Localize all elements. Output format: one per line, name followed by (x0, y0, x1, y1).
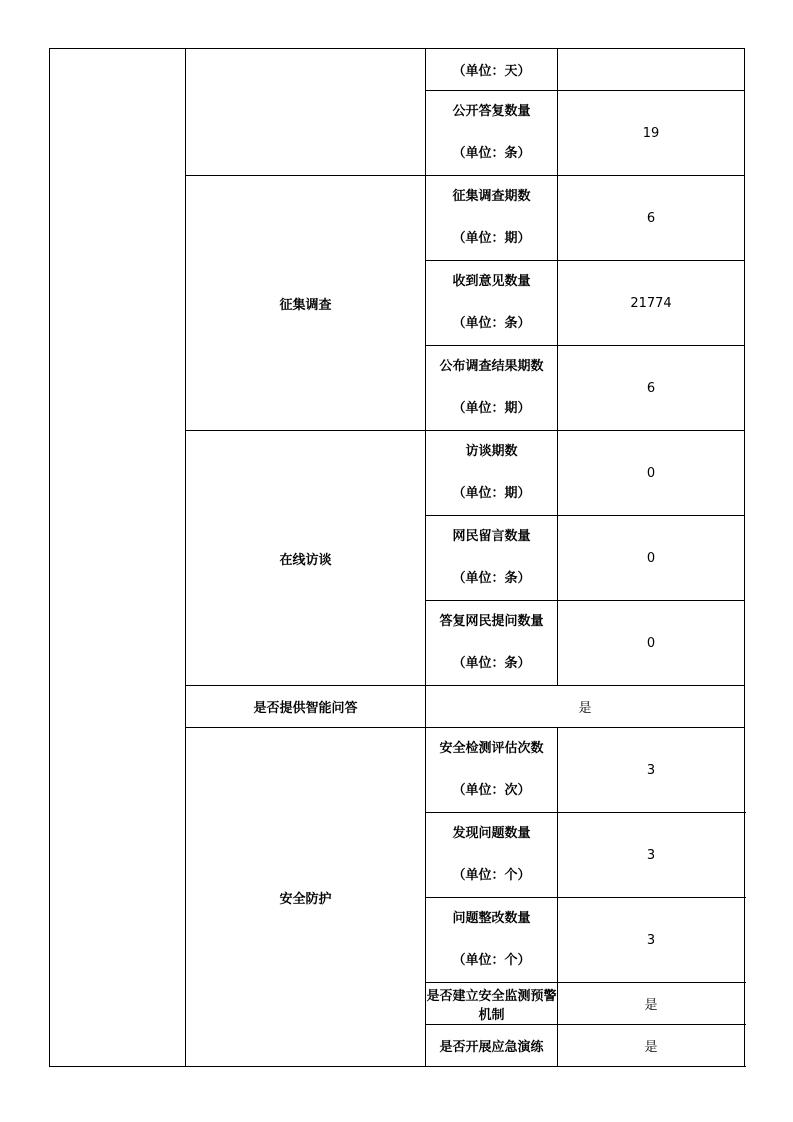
metric-value: 6 (558, 176, 745, 261)
group-cell-survey: 征集调查 (186, 176, 426, 431)
metric-label: 公布调查结果期数 (439, 359, 544, 374)
metric-value: 0 (558, 516, 745, 601)
metric-label-issues-found (426, 813, 558, 898)
metric-label-opinions (426, 261, 558, 346)
metric-label-messages (426, 516, 558, 601)
metric-label: 访谈期数 (465, 444, 518, 459)
metric-label-issues-fixed (426, 898, 558, 983)
metric-label-results-periods (426, 346, 558, 431)
metric-unit: （单位：个） (452, 953, 531, 968)
metric-label: 收到意见数量 (452, 274, 531, 289)
table-row (50, 49, 745, 91)
metric-value: 是 (558, 983, 745, 1025)
metric-value: 3 (558, 813, 745, 898)
metric-label-interview-periods (426, 431, 558, 516)
group-cell-continued (186, 49, 426, 176)
metric-label: 征集调查期数 (452, 189, 531, 204)
metric-value: 是 (558, 1025, 745, 1067)
unit-label-day: （单位：天） (426, 49, 558, 91)
metric-unit: （单位：条） (452, 146, 531, 161)
section-cell-interaction (50, 49, 186, 1067)
value-cell-empty (558, 49, 745, 91)
metric-unit: （单位：期） (452, 486, 531, 501)
metric-value: 0 (558, 601, 745, 686)
metric-unit: （单位：条） (452, 656, 531, 671)
metric-unit: （单位：条） (452, 571, 531, 586)
metric-label: 网民留言数量 (452, 529, 531, 544)
metric-value: 3 (558, 898, 745, 983)
metric-label-replies (426, 601, 558, 686)
metric-label-monitoring: 是否建立安全监测预警机制 (426, 983, 558, 1025)
metric-value: 19 (558, 91, 745, 176)
metric-value: 21774 (558, 261, 745, 346)
group-cell-interview: 在线访谈 (186, 431, 426, 686)
metric-label-survey-periods (426, 176, 558, 261)
metric-label: 公开答复数量 (452, 104, 531, 119)
metric-value: 6 (558, 346, 745, 431)
metric-label-smart-qa: 是否提供智能问答 (186, 686, 426, 728)
metric-label: 安全检测评估次数 (439, 741, 544, 756)
metric-unit: （单位：期） (452, 401, 531, 416)
metric-label-drill: 是否开展应急演练 (426, 1025, 558, 1067)
section-cell-security: 安全防护 (186, 728, 426, 1067)
metric-unit: （单位：条） (452, 316, 531, 331)
metric-value: 3 (558, 728, 745, 813)
metric-unit: （单位：期） (452, 231, 531, 246)
metric-label-public-replies (426, 91, 558, 176)
metric-value: 0 (558, 431, 745, 516)
metric-label: 发现问题数量 (452, 826, 531, 841)
metric-unit: （单位：次） (452, 783, 531, 798)
metric-label: 答复网民提问数量 (439, 614, 544, 629)
metric-label: 问题整改数量 (452, 911, 531, 926)
metric-unit: （单位：个） (452, 868, 531, 883)
report-table (49, 48, 745, 1067)
metric-value: 是 (426, 686, 745, 728)
metric-label-security-eval (426, 728, 558, 813)
